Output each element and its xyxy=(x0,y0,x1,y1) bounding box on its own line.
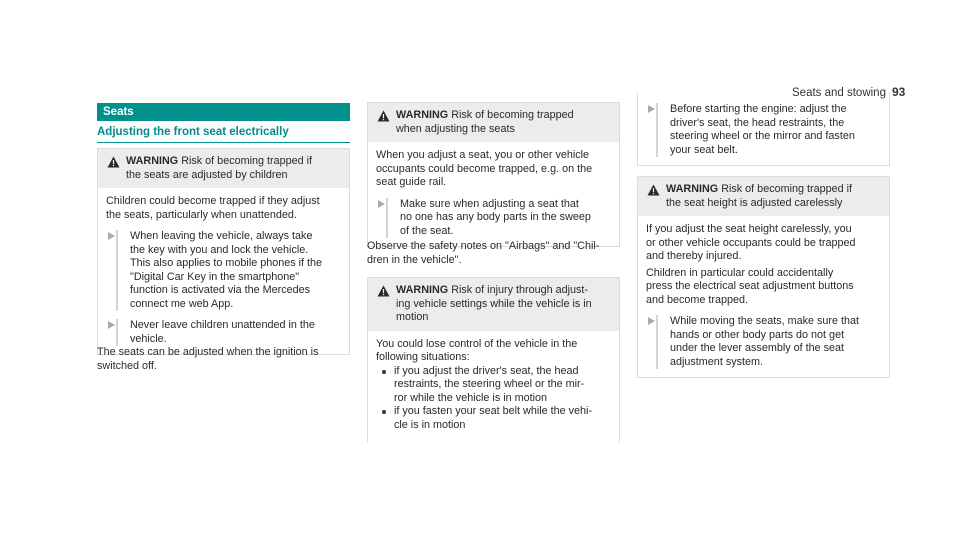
warning-text: If you adjust the seat height carelessly, you or other vehicle occupants could be trapped and thereby injured. xyxy=(646,223,856,262)
warning-title: the seat height is adjusted carelessly xyxy=(666,196,843,209)
step-arrow-icon xyxy=(108,232,115,240)
warning-body xyxy=(98,188,349,354)
instruction-step: Before starting the engine: adjust the driver's seat, the head restraints, the steering wheel or the mirror and fasten your seat belt. xyxy=(656,103,881,157)
warning-label: WARNING xyxy=(666,183,719,195)
warning-body xyxy=(638,216,889,377)
warning-triangle-icon xyxy=(377,110,390,122)
continued-body xyxy=(638,93,889,165)
warning-box-children xyxy=(97,148,350,355)
warning-title: when adjusting the seats xyxy=(396,122,515,135)
continued-box xyxy=(637,93,890,166)
warning-box-trapped xyxy=(367,102,620,247)
header-section-title: Seats and stowing xyxy=(792,87,886,99)
paragraph-ignition: The seats can be adjusted when the ignition is switched off. xyxy=(97,346,319,372)
bullet-item: if you fasten your seat belt while the vehi- cle is in motion xyxy=(376,405,611,432)
paragraph-safety-notes: Observe the safety notes on "Airbags" and "Chil- dren in the vehicle". xyxy=(367,240,600,266)
warning-label: WARNING xyxy=(396,109,449,121)
section-title-bar xyxy=(97,103,350,121)
instruction-step: Never leave children unattended in the vehicle. xyxy=(116,319,341,346)
warning-text: Children in particular could accidentally press the electrical seat adjustment buttons and become trapped. xyxy=(646,266,854,306)
warning-box-seat-height xyxy=(637,176,890,378)
warning-triangle-icon xyxy=(377,285,390,297)
warning-label: WARNING xyxy=(396,284,449,296)
step-arrow-icon xyxy=(108,321,115,329)
warning-title: Risk of injury through adjust- xyxy=(451,284,589,296)
warning-header xyxy=(98,149,349,188)
page-number: 93 xyxy=(891,85,906,99)
subheading: Adjusting the front seat electrically xyxy=(97,126,350,143)
warning-title: the seats are adjusted by children xyxy=(126,168,288,181)
warning-triangle-icon xyxy=(107,156,120,168)
warning-triangle-icon xyxy=(647,184,660,196)
warning-title: motion xyxy=(396,311,429,323)
warning-title: Risk of becoming trapped xyxy=(451,109,574,121)
warning-body xyxy=(368,142,619,246)
instruction-step: When leaving the vehicle, always take the key with you and lock the vehicle. This also applies to mobile phones if the "Digital Car Key in the smartphone" function is activated via the Mercedes connect me web App. xyxy=(116,230,341,311)
instruction-step: While moving the seats, make sure that hands or other body parts do not get under the lever assembly of the seat adjustment system. xyxy=(656,315,881,369)
warning-label: WARNING xyxy=(126,155,179,167)
warning-title: ing vehicle settings while the vehicle is in xyxy=(396,297,592,310)
warning-box-injury xyxy=(367,277,620,443)
warning-header xyxy=(638,177,889,216)
warning-title: Risk of becoming trapped if xyxy=(181,155,313,167)
instruction-step: Make sure when adjusting a seat that no one has any body parts in the sweep of the seat. xyxy=(386,198,611,239)
step-arrow-icon xyxy=(648,317,655,325)
bullet-dot xyxy=(382,370,386,374)
warning-text: When you adjust a seat, you or other vehicle occupants could become trapped, e.g. on the seat guide rail. xyxy=(376,149,593,188)
warning-text: Children could become trapped if they adjust the seats, particularly when unattended. xyxy=(106,195,320,221)
section-title: Seats xyxy=(103,106,134,118)
bullet-dot xyxy=(382,410,386,414)
warning-body xyxy=(368,331,619,441)
bullet-item: if you adjust the driver's seat, the head restraints, the steering wheel or the mir- ror while the vehicle is in motion xyxy=(376,365,611,406)
warning-header xyxy=(368,103,619,142)
warning-header xyxy=(368,278,619,331)
warning-title: Risk of becoming trapped if xyxy=(721,183,853,195)
warning-text: You could lose control of the vehicle in the following situations: xyxy=(376,337,578,363)
step-arrow-icon xyxy=(648,105,655,113)
step-arrow-icon xyxy=(378,200,385,208)
